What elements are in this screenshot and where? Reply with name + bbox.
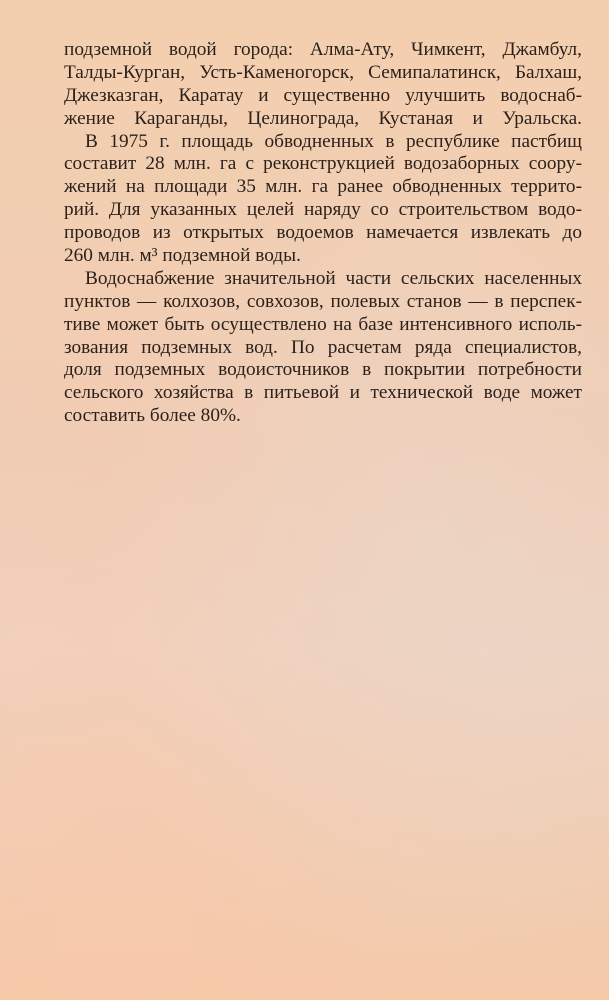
text-line: проводов из открытых водоемов намечается извлекать до	[64, 222, 582, 244]
body-text	[64, 39, 582, 428]
paragraph-2	[64, 131, 582, 268]
text-line: составить более 80%.	[64, 405, 241, 427]
text-line: Талды-Курган, Усть-Каменогорск, Семипалатинск, Балхаш,	[64, 61, 582, 83]
text-line: 260 млн. м³ подземной воды.	[64, 245, 301, 267]
text-line: В 1975 г. площадь обводненных в республике пастбищ	[85, 130, 582, 152]
text-line: жение Караганды, Целинограда, Кустаная и Уральска.	[64, 107, 582, 129]
text-line: рий. Для указанных целей наряду со строительством водо-	[64, 199, 582, 221]
text-line: жений на площади 35 млн. га ранее обводненных террито-	[64, 176, 582, 198]
text-line: Водоснабжение значительной части сельских населенных	[85, 267, 582, 289]
text-line: тиве может быть осуществлено на базе интенсивного исполь-	[64, 313, 582, 335]
text-line: пунктов — колхозов, совхозов, полевых станов — в перспек-	[64, 290, 582, 312]
text-line: доля подземных водоисточников в покрытии потребности	[64, 359, 582, 381]
text-line: подземной водой города: Алма-Ату, Чимкент, Джамбул,	[64, 39, 582, 60]
text-line: Джезказган, Каратау и существенно улучшить водоснаб-	[64, 84, 582, 106]
text-line: сельского хозяйства в питьевой и технической воде может	[64, 382, 582, 404]
text-line: зования подземных вод. По расчетам ряда специалистов,	[64, 336, 582, 358]
paragraph-1	[64, 39, 582, 131]
text-line: составит 28 млн. га с реконструкцией водозаборных соору-	[64, 153, 582, 175]
paragraph-3	[64, 268, 582, 428]
